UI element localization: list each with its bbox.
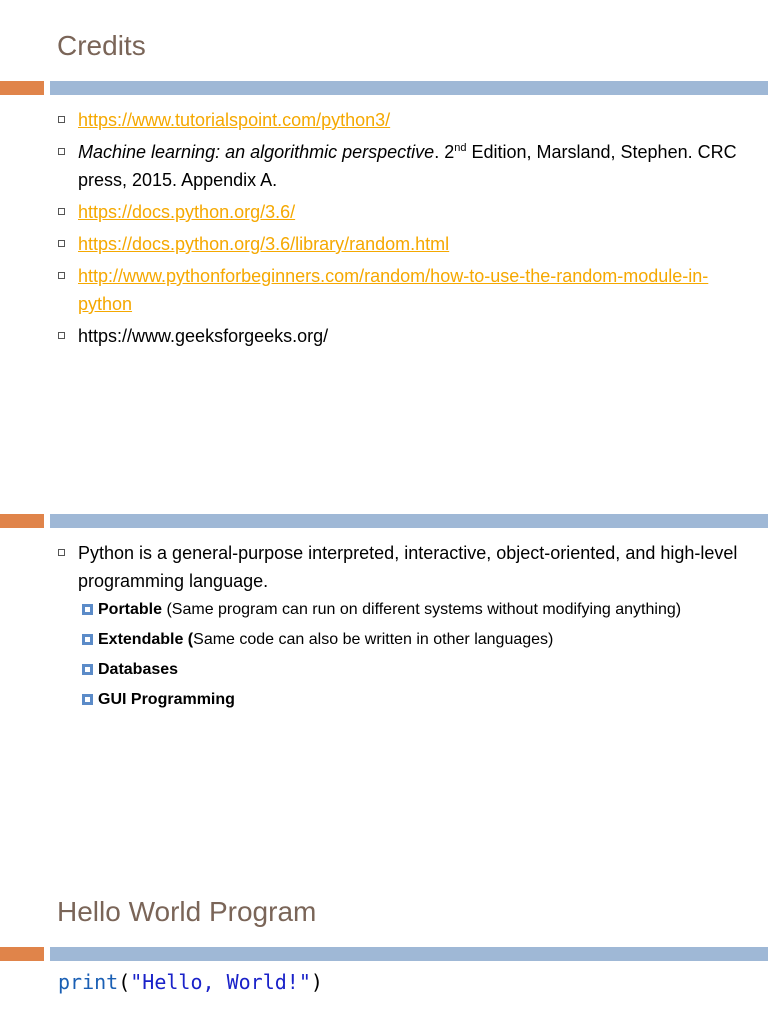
square-bullet-icon: [58, 240, 65, 247]
credit-link-python-docs[interactable]: https://docs.python.org/3.6/: [78, 202, 296, 222]
slide-title-hello-world: Hello World Program: [57, 896, 317, 927]
code-close-paren: ): [310, 970, 323, 994]
list-item: [56, 198, 756, 226]
code-snippet: [58, 970, 323, 994]
feature-name: GUI Programming: [98, 691, 235, 708]
python-intro-list: [56, 539, 756, 599]
edition-superscript: nd: [454, 142, 467, 154]
code-string-literal: "Hello, World!": [130, 970, 311, 994]
title-divider-bar: [0, 81, 768, 95]
code-function-name: print: [58, 970, 119, 994]
feature-description: Same code can also be written in other languages): [193, 631, 554, 648]
list-item: [56, 230, 756, 258]
credit-link-python-random[interactable]: https://docs.python.org/3.6/library/random.html: [78, 234, 450, 254]
title-divider-bar: [0, 514, 768, 528]
book-details: Edition, Marsland, Stephen. CRC press, 2015. Appendix A.: [78, 142, 737, 190]
square-bullet-icon: [58, 116, 65, 123]
square-bullet-icon: [58, 549, 65, 556]
list-item: [56, 322, 756, 350]
list-item: [82, 689, 762, 711]
python-features-list: [82, 599, 762, 719]
python-intro-text: Python is a general-purpose interpreted, interactive, object-oriented, and high-level programming language.: [78, 543, 738, 591]
list-item: [56, 106, 756, 134]
square-bullet-icon: [58, 272, 65, 279]
square-bullet-icon: [82, 694, 93, 705]
feature-name: Databases: [98, 661, 179, 678]
title-divider-bar: [0, 947, 768, 961]
list-item: [56, 262, 756, 318]
divider-orange-segment: [0, 514, 44, 528]
credit-text-geeksforgeeks: https://www.geeksforgeeks.org/: [78, 326, 329, 346]
book-edition: . 2: [434, 142, 455, 162]
square-bullet-icon: [82, 664, 93, 675]
divider-blue-segment: [50, 514, 768, 528]
list-item: [56, 539, 756, 595]
feature-name: Extendable (: [98, 631, 194, 648]
code-open-paren: (: [118, 970, 131, 994]
divider-orange-segment: [0, 81, 44, 95]
square-bullet-icon: [82, 634, 93, 645]
list-item: [56, 138, 756, 194]
feature-name: Portable: [98, 601, 163, 618]
square-bullet-icon: [82, 604, 93, 615]
list-item: [82, 599, 762, 621]
list-item: [82, 659, 762, 681]
slide-title-credits: Credits: [57, 30, 146, 61]
square-bullet-icon: [58, 148, 65, 155]
list-item: [82, 629, 762, 651]
credits-list: [56, 106, 756, 354]
credit-link-pythonforbeginners[interactable]: http://www.pythonforbeginners.com/random/how-to-use-the-random-module-in-python: [78, 266, 709, 314]
book-title: Machine learning: an algorithmic perspective: [78, 142, 435, 162]
square-bullet-icon: [58, 208, 65, 215]
divider-blue-segment: [50, 81, 768, 95]
square-bullet-icon: [58, 332, 65, 339]
divider-blue-segment: [50, 947, 768, 961]
credit-link-tutorialspoint[interactable]: https://www.tutorialspoint.com/python3/: [78, 110, 391, 130]
feature-description: (Same program can run on different systems without modifying anything): [162, 601, 682, 618]
divider-orange-segment: [0, 947, 44, 961]
